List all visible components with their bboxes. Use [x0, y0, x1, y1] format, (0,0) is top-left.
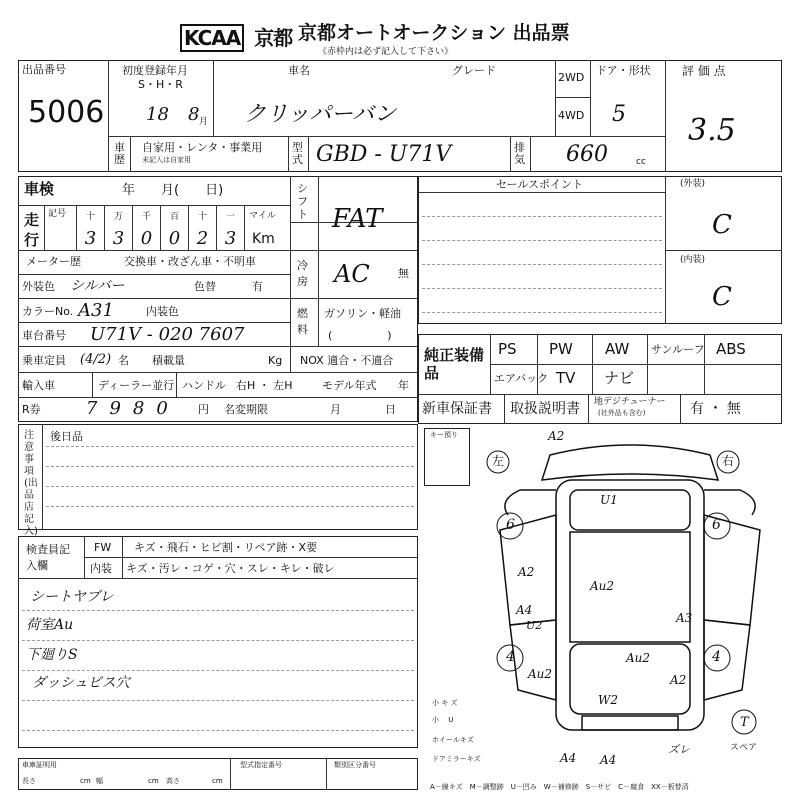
digital-tuner-options: 有 ・ 無 — [690, 401, 741, 417]
legend-small-dent: 小 U — [432, 716, 454, 724]
tire-left-front: 6 — [506, 517, 515, 533]
drive-2wd: 2WD — [558, 71, 585, 84]
damage-mark-left-dent: U2 — [526, 619, 543, 632]
tire-right-front: 6 — [712, 517, 721, 533]
damage-mark-body: Au2 — [590, 579, 615, 593]
classification-label: 類別区分番号 — [334, 761, 376, 769]
inspection-date-fields: 年 月( 日) — [122, 183, 224, 198]
meter-history-label: メーター歴 — [26, 255, 81, 268]
color-number-label: カラーNo. — [22, 305, 74, 318]
color-change-value: 有 — [252, 280, 263, 293]
logo-text: KCAA — [180, 24, 244, 52]
legend-wheel-scratch: ホイールキズ — [432, 736, 474, 744]
odometer-unit-label: 一 — [225, 212, 235, 222]
car-name-label: 車名 — [288, 64, 310, 77]
kcaa-logo — [180, 22, 292, 51]
inspector-note-1: シートヤブレ — [30, 589, 114, 605]
interior-condition-options: キズ・汚レ・コゲ・穴・スレ・キレ・破レ — [126, 562, 335, 575]
inspection-label: 車検 — [24, 180, 55, 198]
month-unit: 月 — [199, 117, 209, 127]
first-registration-label: 初度登録年月 — [122, 64, 188, 77]
ac-none: 無 — [398, 267, 409, 280]
chassis-number-label: 車台番号 — [22, 329, 66, 342]
score-value: 3.5 — [688, 113, 736, 148]
key-deposit-label: キー預り — [430, 431, 458, 439]
ac-label: 冷房 — [297, 259, 308, 288]
damage-mark-right-quarter: A2 — [670, 673, 687, 687]
equipment-ps: PS — [498, 340, 517, 358]
mileage-unit-value: Km — [252, 231, 275, 247]
warranty-label: 新車保証書 — [422, 401, 492, 417]
color-number-value: A31 — [78, 300, 114, 321]
tire-left-rear: 4 — [506, 649, 515, 665]
legend-mirror-scratch: ドアミラーキズ — [432, 755, 481, 763]
registration-year: 18 — [146, 104, 169, 125]
fuel-options: ガソリン・軽油 — [324, 307, 401, 320]
fuel-other: ( ) — [328, 329, 392, 342]
lot-number-value: 5006 — [28, 95, 105, 130]
odometer-digit-value: 3 — [112, 228, 125, 249]
interior-grade-label: (内装) — [680, 255, 706, 265]
grade-label: グレード — [452, 64, 496, 77]
fw-label: FW — [94, 541, 112, 554]
displacement-value: 660 — [566, 142, 608, 167]
era-label: S・H・R — [138, 78, 183, 91]
back-date-items-label: 後日品 — [50, 430, 83, 443]
inspector-note-4: ダッシュビス穴 — [32, 675, 130, 691]
odometer-digit-0 — [76, 206, 104, 250]
car-history-note: 未記入は自家用 — [142, 156, 191, 164]
legend-small-scratch: 小 キ ズ — [432, 699, 458, 707]
exterior-color-label: 外装色 — [22, 280, 55, 293]
equipment-aw: AW — [605, 340, 630, 358]
capacity-value: (4/2) — [80, 352, 112, 367]
length-unit: cm — [80, 777, 91, 785]
inspector-note-2: 荷室Au — [26, 617, 74, 633]
inspector-note-3: 下廻りS — [26, 647, 78, 663]
fuel-label: 燃料 — [297, 307, 308, 336]
sales-points-label: セールスポイント — [496, 178, 584, 191]
spare-tire-value: T — [740, 715, 749, 730]
import-label: 輸入車 — [22, 379, 55, 392]
height-unit: cm — [212, 777, 223, 785]
damage-mark-misalign: ズレ — [668, 743, 690, 756]
damage-mark-left-rear: Au2 — [528, 667, 553, 681]
meter-history-options: 交換車・改ざん車・不明車 — [124, 255, 256, 268]
odometer-unit-label: 千 — [141, 212, 151, 222]
color-change-label: 色替 — [194, 280, 216, 293]
odometer-digit-4 — [188, 206, 216, 250]
digital-tuner-label: 地デジチューナー — [594, 397, 666, 407]
damage-mark-front: A2 — [548, 429, 565, 443]
right-side-label: 右 — [722, 454, 735, 468]
ac-value: AC — [334, 260, 370, 288]
handle-options: 右H ・ 左H — [236, 379, 293, 392]
logo-kanji: 京都 — [254, 26, 293, 50]
garage-cert-label: 車庫証明用 — [22, 761, 57, 769]
document-title: 京都オートオークション 出品票 — [298, 22, 570, 44]
equipment-navi: ナビ — [604, 369, 635, 387]
displacement-unit: cc — [636, 157, 646, 167]
notes-label: 注意事項(出品店記入) — [24, 430, 38, 537]
damage-mark-roof: U1 — [600, 493, 618, 507]
header-note: 《赤枠内は必ず記入して下さい》 — [318, 47, 454, 57]
recycle-ticket-value: 7980 — [86, 398, 180, 419]
equipment-abs: ABS — [716, 340, 746, 358]
odometer-digit-value: 3 — [84, 228, 97, 249]
equipment-sunroof: サンルーフ — [651, 343, 705, 356]
odometer-unit-label: 十 — [197, 212, 207, 222]
capacity-label: 乗車定員 — [22, 354, 66, 367]
manual-label: 取扱説明書 — [510, 401, 580, 417]
damage-mark-rear: W2 — [598, 693, 618, 707]
mileage-code-label: 記号 — [48, 209, 67, 219]
equipment-pw: PW — [549, 340, 573, 358]
name-change-label: 名変期限 — [224, 403, 268, 416]
lot-number-label: 出品番号 — [22, 63, 66, 76]
car-name-value: クリッパーバン — [244, 102, 397, 127]
name-change-fields: 月 日 — [330, 403, 396, 416]
equipment-airbag: エアバック — [494, 372, 549, 385]
tire-right-rear: 4 — [712, 649, 721, 665]
height-label: 高さ — [166, 777, 180, 785]
equipment-label: 純正装備品 — [424, 346, 485, 382]
interior-condition-label: 内装 — [90, 562, 112, 575]
damage-mark-left-door: A4 — [516, 603, 533, 617]
mileage-unit-label: マイル — [249, 211, 276, 221]
displacement-label: 排気 — [514, 141, 525, 166]
chassis-number-value: U71V - 020 7607 — [90, 324, 245, 345]
odometer-digit-3 — [160, 206, 188, 250]
model-type-value: GBD - U71V — [316, 142, 452, 167]
model-type-label: 型式 — [292, 141, 303, 166]
inspector-label: 検査員記入欄 — [26, 543, 70, 572]
registration-month: 8 — [188, 104, 200, 125]
width-label: 幅 — [96, 777, 103, 785]
length-label: 長さ — [22, 777, 36, 785]
score-label: 評 価 点 — [682, 64, 726, 78]
exterior-grade-value: C — [712, 210, 732, 240]
model-year-label: モデル年式 — [322, 379, 377, 392]
left-side-label: 左 — [492, 454, 505, 468]
odometer-grid — [76, 206, 244, 250]
digital-tuner-note: (社外品も含む) — [598, 409, 646, 417]
import-option: ディーラー並行 — [98, 379, 175, 392]
door-shape-label: ドア・形状 — [596, 64, 651, 77]
interior-grade-value: C — [712, 282, 732, 312]
odometer-unit-label: 十 — [85, 212, 95, 222]
capacity-unit: 名 — [118, 354, 129, 367]
recycle-ticket-label: R券 — [22, 403, 41, 416]
nox-label: NOX 適合・不適合 — [300, 354, 394, 367]
odometer-digit-value: 0 — [168, 228, 181, 249]
handle-label: ハンドル — [182, 379, 226, 392]
damage-code-legend: A－線キズ M－調整跡 U－凹み W－補修跡 S－サビ C－腐食 XX－板替済 — [430, 783, 689, 791]
fw-options: キズ・飛石・ヒビ割・リペア跡・X要 — [134, 541, 318, 554]
width-unit: cm — [148, 777, 159, 785]
damage-mark-bumper: A4 — [560, 751, 577, 765]
damage-mark-right: A3 — [676, 611, 693, 625]
odometer-digit-1 — [104, 206, 132, 250]
equipment-tv: TV — [556, 369, 576, 387]
shift-value: FAT — [332, 204, 383, 234]
car-history-options: 自家用・レンタ・事業用 — [142, 141, 263, 154]
damage-mark-left-front: A2 — [518, 565, 535, 579]
door-value: 5 — [612, 102, 626, 127]
damage-mark-right-rear: Au2 — [626, 651, 651, 665]
odometer-digit-value: 0 — [140, 228, 153, 249]
interior-color-label: 内装色 — [146, 305, 179, 318]
odometer-digit-value: 2 — [196, 228, 209, 249]
odometer-digit-value: 3 — [224, 228, 237, 249]
car-damage-diagram — [470, 420, 800, 780]
exterior-color-value: シルバー — [70, 278, 125, 294]
mileage-label: 走行 — [24, 211, 40, 249]
damage-mark-bumper-2: A4 — [600, 753, 617, 767]
recycle-ticket-unit: 円 — [198, 403, 209, 416]
spare-tire-label: スペア — [730, 743, 758, 753]
exterior-grade-label: (外装) — [680, 179, 706, 189]
shift-label: シフト — [297, 182, 308, 221]
car-history-label: 車歴 — [114, 141, 125, 166]
odometer-digit-5 — [216, 206, 244, 250]
type-designation-label: 型式指定番号 — [240, 761, 282, 769]
drive-4wd: 4WD — [558, 109, 585, 122]
odometer-unit-label: 百 — [169, 212, 179, 222]
load-capacity-label: 積載量 — [152, 354, 185, 367]
odometer-digit-2 — [132, 206, 160, 250]
model-year-unit: 年 — [398, 379, 409, 392]
odometer-unit-label: 万 — [113, 212, 123, 222]
load-capacity-unit: Kg — [268, 354, 283, 367]
